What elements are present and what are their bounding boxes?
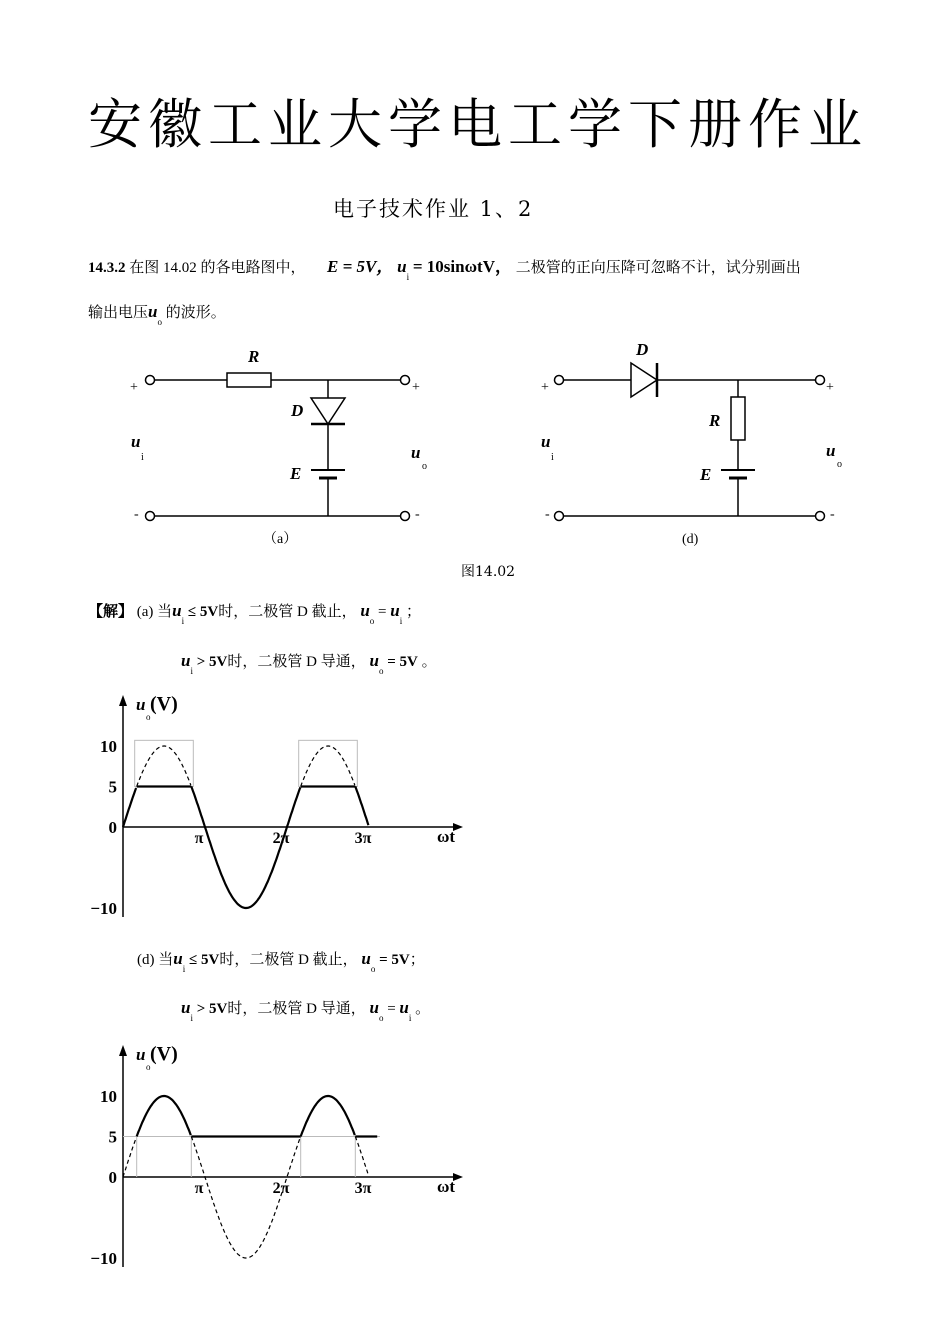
figure-caption: 图14.02 (461, 564, 516, 580)
problem-line-1 (88, 252, 801, 282)
resistor-a (227, 373, 271, 387)
sol-d-mid-1: 时，二极管 D 截止， (219, 952, 358, 968)
label-d-a: D (291, 401, 304, 420)
solution-a-line-1 (88, 600, 422, 626)
label-uo-sub-d: o (837, 459, 842, 470)
x-tick-label: π (194, 1180, 204, 1197)
minus-in-a: - (134, 507, 139, 522)
problem-number: 14.3.2 (88, 260, 126, 276)
page-subtitle: 电子技术作业 1、2 (333, 197, 534, 221)
problem-text-3: 输出电压 (88, 305, 149, 321)
solution-d-line-2 (181, 997, 431, 1023)
sol-d-end-2: 。 (415, 1001, 431, 1017)
label-r-a: R (248, 347, 260, 366)
waveform-series-solid (123, 786, 368, 908)
sol-d-prefix: (d) 当 (137, 952, 174, 968)
circuit-a (146, 373, 410, 521)
x-tick-label: 2π (272, 830, 290, 847)
waveform-series-dashed (137, 746, 355, 786)
sol-a-end-2: 。 (421, 654, 437, 670)
label-ui-a: u (131, 432, 141, 451)
var-u: $u_i$ (397, 257, 410, 282)
label-uo-sub-a: o (422, 461, 427, 472)
solution-label: 【解】 (88, 604, 134, 620)
y-axis-arrow (119, 695, 127, 706)
label-d-d: D (636, 340, 649, 359)
label-ui-sub-a: i (141, 452, 144, 463)
sol-d-cond-2: > 5V (196, 1001, 228, 1017)
sol-a-cond-1: ≤ 5V (187, 604, 219, 620)
label-e-a: E (290, 464, 302, 483)
diode-a (311, 398, 345, 424)
var-uo: $u_o$ (360, 601, 375, 626)
label-uo-d: u (826, 441, 836, 460)
solution-d-line-1 (137, 948, 425, 974)
var-ui: $u_i$ (181, 651, 193, 676)
y-tick-label: 10 (100, 1087, 117, 1106)
caption-a: （a） (263, 532, 298, 547)
plus-out-d: + (826, 380, 834, 395)
sol-a-prefix: (a) 当 (136, 604, 173, 620)
y-axis-unit: (V) (150, 693, 178, 715)
var-ui: $u_i$ (173, 949, 186, 974)
y-axis-label-sub: o (146, 712, 151, 722)
clip-guide-box (135, 740, 194, 786)
problem-text-2: 二极管的正向压降可忽略不计，试分别画出 (515, 260, 801, 276)
sol-d-cond-1: ≤ 5V (188, 952, 220, 968)
y-axis-label-sub: o (146, 1062, 151, 1072)
var-ui: $u_i$ (181, 998, 193, 1023)
waveform-chart-d (80, 1030, 480, 1280)
problem-line-2 (88, 301, 226, 327)
var-uo: $u_o$ (369, 998, 384, 1023)
problem-text-4: 的波形。 (165, 305, 226, 321)
label-r-d: R (709, 411, 721, 430)
y-axis-label: u (136, 1045, 146, 1064)
var-uo: $u_o$ (369, 651, 384, 676)
problem-text-1: 在图 14.02 的各电路图中， (129, 260, 306, 276)
var-uo: $u_o$ (361, 949, 376, 974)
waveform-series-solid (137, 1096, 355, 1136)
caption-d: (d) (682, 532, 699, 547)
y-axis-arrow (119, 1045, 127, 1056)
clip-guide-box (299, 740, 358, 786)
eq-sign: = (378, 604, 387, 620)
label-e-d: E (700, 465, 712, 484)
diode-d (631, 363, 657, 397)
plus-out-a: + (412, 380, 420, 395)
x-axis-label: ωt (437, 827, 456, 846)
x-tick-label: π (194, 830, 204, 847)
y-tick-label: −10 (90, 1249, 117, 1268)
waveform-series-dashed (123, 1136, 368, 1258)
waveform-chart-a (80, 680, 480, 930)
minus-in-d: - (545, 507, 550, 522)
sol-a-val-2: = 5V (387, 654, 418, 670)
given-e: E = 5V， (327, 257, 394, 276)
label-uo-a: u (411, 443, 421, 462)
plus-in-d: + (541, 380, 549, 395)
sol-d-mid-2: 时，二极管 D 导通， (227, 1001, 366, 1017)
y-tick-label: 0 (108, 818, 117, 837)
solution-a-line-2 (181, 650, 437, 676)
sol-a-mid-1: 时，二极管 D 截止， (218, 604, 357, 620)
x-tick-label: 2π (272, 1180, 290, 1197)
y-tick-label: 5 (108, 777, 117, 797)
sol-a-mid-2: 时，二极管 D 导通， (227, 654, 366, 670)
var-ui: $u_i$ (390, 601, 403, 626)
y-tick-label: −10 (90, 899, 117, 918)
minus-out-d: - (830, 507, 835, 522)
var-uo: $u_o$ (148, 302, 162, 327)
var-ui: $u_i$ (399, 998, 412, 1023)
sol-d-end-1: ； (409, 952, 425, 968)
var-ui: $u_i$ (172, 601, 185, 626)
y-axis-label: u (136, 695, 146, 714)
page-title: 安徽工业大学电工学下册作业 (88, 93, 868, 156)
sol-a-cond-2: > 5V (196, 654, 228, 670)
x-tick-label: 3π (354, 830, 372, 847)
circuit-d (555, 363, 825, 521)
given-ui: = 10sinωtV， (412, 257, 512, 276)
circuit-figure (0, 330, 950, 590)
minus-out-a: - (415, 507, 420, 522)
sol-a-end-1: ； (406, 604, 422, 620)
y-tick-label: 5 (108, 1127, 117, 1147)
y-tick-label: 0 (108, 1168, 117, 1187)
label-ui-sub-d: i (551, 452, 554, 463)
y-axis-unit: (V) (150, 1043, 178, 1065)
y-tick-label: 10 (100, 737, 117, 756)
sol-d-val-1: = 5V (379, 952, 410, 968)
x-axis-label: ωt (437, 1177, 456, 1196)
resistor-d (731, 397, 745, 440)
eq-sign: = (387, 1001, 396, 1017)
x-tick-label: 3π (354, 1180, 372, 1197)
plus-in-a: + (130, 380, 138, 395)
label-ui-d: u (541, 432, 551, 451)
